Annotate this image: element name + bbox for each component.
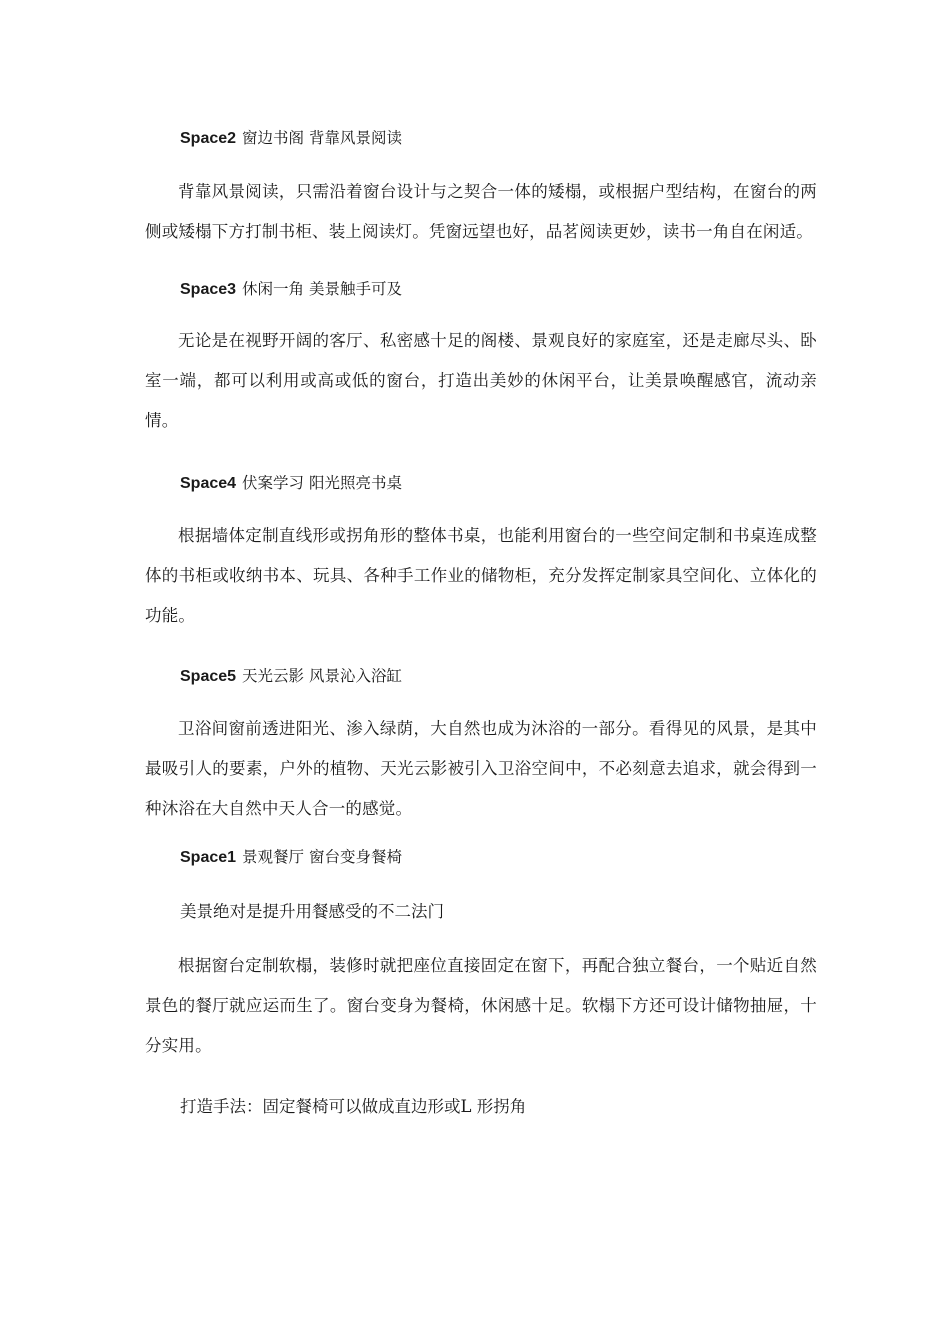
section-heading-space5 bbox=[180, 666, 402, 687]
section-heading-space4 bbox=[180, 473, 402, 494]
section-body-space3: 无论是在视野开阔的客厅、私密感十足的阁楼、景观良好的家庭室，还是走廊尽头、卧室一端，都可以利用或高或低的窗台，打造出美妙的休闲平台，让美景唤醒感官，流动亲情。 bbox=[145, 331, 817, 430]
section-body-space5: 卫浴间窗前透进阳光、渗入绿荫，大自然也成为沐浴的一部分。看得见的风景，是其中最吸引人的要素，户外的植物、天光云影被引入卫浴空间中，不必刻意去追求，就会得到一种沐浴在大自然中天人合一的感觉。 bbox=[145, 719, 817, 818]
section-heading-space1 bbox=[180, 847, 402, 868]
section-heading-space2 bbox=[180, 128, 402, 149]
section-body-space2: 背靠风景阅读，只需沿着窗台设计与之契合一体的矮榻，或根据户型结构，在窗台的两侧或矮榻下方打制书柜、装上阅读灯。凭窗远望也好，品茗阅读更妙，读书一角自在闲适。 bbox=[145, 182, 817, 241]
section-title: 伏案学习 阳光照亮书桌 bbox=[242, 474, 402, 492]
technique-note: 打造手法：固定餐椅可以做成直边形或L 形拐角 bbox=[180, 1097, 527, 1116]
section-title: 窗边书阁 背靠风景阅读 bbox=[242, 129, 402, 147]
section-title: 休闲一角 美景触手可及 bbox=[242, 280, 402, 298]
section-heading-space3 bbox=[180, 279, 402, 300]
section-body-space1: 根据窗台定制软榻，装修时就把座位直接固定在窗下，再配合独立餐台，一个贴近自然景色的餐厅就应运而生了。窗台变身为餐椅，休闲感十足。软榻下方还可设计储物抽屉，十分实用。 bbox=[145, 956, 817, 1055]
section-body-space4: 根据墙体定制直线形或拐角形的整体书桌，也能利用窗台的一些空间定制和书桌连成整体的书柜或收纳书本、玩具、各种手工作业的储物柜，充分发挥定制家具空间化、立体化的功能。 bbox=[145, 526, 817, 625]
section-title: 天光云影 风景沁入浴缸 bbox=[242, 667, 402, 685]
section-tag: Space2 bbox=[180, 130, 237, 147]
section-subtitle-space1: 美景绝对是提升用餐感受的不二法门 bbox=[180, 902, 444, 921]
section-tag: Space4 bbox=[180, 475, 237, 492]
section-tag: Space5 bbox=[180, 668, 237, 685]
section-tag: Space1 bbox=[180, 849, 237, 866]
section-title: 景观餐厅 窗台变身餐椅 bbox=[242, 848, 402, 866]
section-tag: Space3 bbox=[180, 281, 237, 298]
